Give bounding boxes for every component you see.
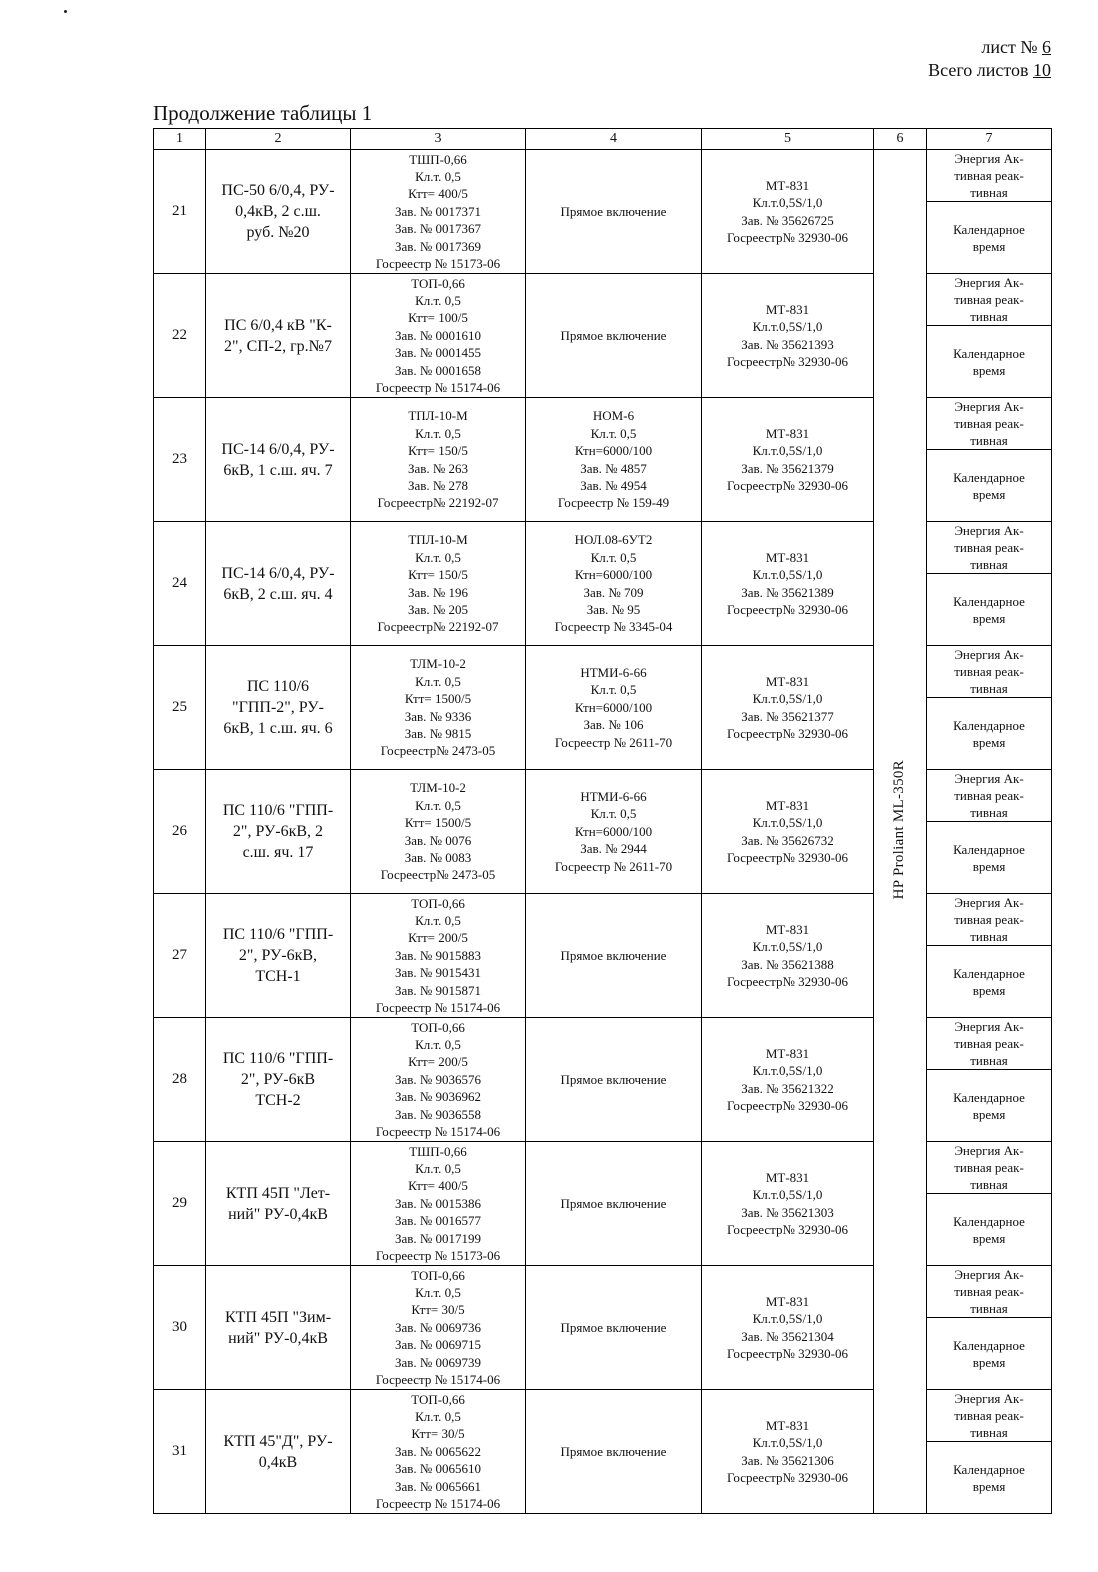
measured-energy: Энергия Ак- тивная реак- тивная [927,274,1052,326]
current-transformer: ТОП-0,66 Кл.т. 0,5 Ктт= 100/5 Зав. № 0001610 Зав. № 0001455 Зав. № 0001658 Госреестр № 15174-06 [351,274,526,398]
calendar-time: Календарное время [927,1070,1052,1142]
object-name: ПС 110/6 "ГПП-2", РУ- 6кВ, 1 с.ш. яч. 6 [206,646,351,770]
calendar-time: Календарное время [927,1442,1052,1514]
sheet-label: лист № [981,37,1038,57]
meter: МТ-831 Кл.т.0,5S/1,0 Зав. № 35621388 Госреестр№ 32930-06 [702,894,874,1018]
meter: МТ-831 Кл.т.0,5S/1,0 Зав. № 35621322 Госреестр№ 32930-06 [702,1018,874,1142]
calendar-time: Календарное время [927,202,1052,274]
current-transformer: ТОП-0,66 Кл.т. 0,5 Ктт= 200/5 Зав. № 9015883 Зав. № 9015431 Зав. № 9015871 Госреестр № 15174-06 [351,894,526,1018]
current-transformer: ТЛМ-10-2 Кл.т. 0,5 Ктт= 1500/5 Зав. № 9336 Зав. № 9815 Госреестр№ 2473-05 [351,646,526,770]
measured-energy: Энергия Ак- тивная реак- тивная [927,522,1052,574]
meter: МТ-831 Кл.т.0,5S/1,0 Зав. № 35621377 Госреестр№ 32930-06 [702,646,874,770]
current-transformer: ТШП-0,66 Кл.т. 0,5 Ктт= 400/5 Зав. № 0015386 Зав. № 0016577 Зав. № 0017199 Госреестр № 15173-06 [351,1142,526,1266]
measured-energy: Энергия Ак- тивная реак- тивная [927,1018,1052,1070]
measured-energy: Энергия Ак- тивная реак- тивная [927,150,1052,202]
calendar-time: Календарное время [927,450,1052,522]
sheet-number: 6 [1042,37,1051,57]
calendar-time: Календарное время [927,698,1052,770]
sheet-total-label: Всего листов [928,60,1029,80]
voltage-transformer: Прямое включение [526,274,702,398]
column-header: 3 [351,129,526,150]
voltage-transformer: Прямое включение [526,1390,702,1514]
measured-energy: Энергия Ак- тивная реак- тивная [927,770,1052,822]
measured-energy: Энергия Ак- тивная реак- тивная [927,1390,1052,1442]
meter: МТ-831 Кл.т.0,5S/1,0 Зав. № 35621303 Госреестр№ 32930-06 [702,1142,874,1266]
column-header: 4 [526,129,702,150]
row-number: 21 [154,150,206,274]
object-name: ПС 110/6 "ГПП- 2", РУ-6кВ, 2 с.ш. яч. 17 [206,770,351,894]
measured-energy: Энергия Ак- тивная реак- тивная [927,894,1052,946]
meter: МТ-831 Кл.т.0,5S/1,0 Зав. № 35626732 Госреестр№ 32930-06 [702,770,874,894]
voltage-transformer: НОМ-6 Кл.т. 0,5 Ктн=6000/100 Зав. № 4857 Зав. № 4954 Госреестр № 159-49 [526,398,702,522]
sheet-total-line [928,59,1051,82]
voltage-transformer: Прямое включение [526,150,702,274]
calendar-time: Календарное время [927,1194,1052,1266]
row-number: 26 [154,770,206,894]
object-name: ПС 110/6 "ГПП- 2", РУ-6кВ ТСН-2 [206,1018,351,1142]
object-name: ПС-50 6/0,4, РУ- 0,4кВ, 2 с.ш. руб. №20 [206,150,351,274]
calendar-time: Календарное время [927,822,1052,894]
voltage-transformer: Прямое включение [526,1142,702,1266]
measured-energy: Энергия Ак- тивная реак- тивная [927,646,1052,698]
meter: МТ-831 Кл.т.0,5S/1,0 Зав. № 35621389 Госреестр№ 32930-06 [702,522,874,646]
calendar-time: Календарное время [927,1318,1052,1390]
measured-energy: Энергия Ак- тивная реак- тивная [927,1266,1052,1318]
voltage-transformer: НТМИ-6-66 Кл.т. 0,5 Ктн=6000/100 Зав. № 2944 Госреестр № 2611-70 [526,770,702,894]
voltage-transformer: НОЛ.08-6УТ2 Кл.т. 0,5 Ктн=6000/100 Зав. № 709 Зав. № 95 Госреестр № 3345-04 [526,522,702,646]
row-number: 31 [154,1390,206,1514]
column-header: 6 [874,129,927,150]
object-name: КТП 45"Д", РУ- 0,4кВ [206,1390,351,1514]
measured-energy: Энергия Ак- тивная реак- тивная [927,1142,1052,1194]
sheet-info [928,36,1051,82]
sheet-total: 10 [1033,60,1051,80]
current-transformer: ТПЛ-10-М Кл.т. 0,5 Ктт= 150/5 Зав. № 196 Зав. № 205 Госреестр№ 22192-07 [351,522,526,646]
voltage-transformer: НТМИ-6-66 Кл.т. 0,5 Ктн=6000/100 Зав. № 106 Госреестр № 2611-70 [526,646,702,770]
column-header: 5 [702,129,874,150]
voltage-transformer: Прямое включение [526,894,702,1018]
current-transformer: ТЛМ-10-2 Кл.т. 0,5 Ктт= 1500/5 Зав. № 0076 Зав. № 0083 Госреестр№ 2473-05 [351,770,526,894]
row-number: 22 [154,274,206,398]
meter: МТ-831 Кл.т.0,5S/1,0 Зав. № 35621393 Госреестр№ 32930-06 [702,274,874,398]
object-name: КТП 45П "Лет- ний" РУ-0,4кВ [206,1142,351,1266]
header-row [154,129,1052,150]
table-body [154,129,1052,1514]
server-cell [874,150,927,1514]
row-number: 24 [154,522,206,646]
measured-energy: Энергия Ак- тивная реак- тивная [927,398,1052,450]
object-name: КТП 45П "Зим- ний" РУ-0,4кВ [206,1266,351,1390]
row-number: 29 [154,1142,206,1266]
server-name: HP Proliant ML-350R [891,759,908,899]
equipment-table [153,128,1052,1514]
object-name: ПС 110/6 "ГПП- 2", РУ-6кВ, ТСН-1 [206,894,351,1018]
voltage-transformer: Прямое включение [526,1266,702,1390]
row-number: 28 [154,1018,206,1142]
current-transformer: ТШП-0,66 Кл.т. 0,5 Ктт= 400/5 Зав. № 0017371 Зав. № 0017367 Зав. № 0017369 Госреестр № 15173-06 [351,150,526,274]
object-name: ПС 6/0,4 кВ "К- 2", СП-2, гр.№7 [206,274,351,398]
current-transformer: ТОП-0,66 Кл.т. 0,5 Ктт= 30/5 Зав. № 0065622 Зав. № 0065610 Зав. № 0065661 Госреестр № 15174-06 [351,1390,526,1514]
sheet-number-line [928,36,1051,59]
row-number: 23 [154,398,206,522]
meter: МТ-831 Кл.т.0,5S/1,0 Зав. № 35626725 Госреестр№ 32930-06 [702,150,874,274]
current-transformer: ТОП-0,66 Кл.т. 0,5 Ктт= 200/5 Зав. № 9036576 Зав. № 9036962 Зав. № 9036558 Госреестр № 15174-06 [351,1018,526,1142]
current-transformer: ТПЛ-10-М Кл.т. 0,5 Ктт= 150/5 Зав. № 263 Зав. № 278 Госреестр№ 22192-07 [351,398,526,522]
voltage-transformer: Прямое включение [526,1018,702,1142]
column-header: 1 [154,129,206,150]
table-row [154,150,1052,202]
table-caption: Продолжение таблицы 1 [153,101,373,125]
row-number: 25 [154,646,206,770]
meter: МТ-831 Кл.т.0,5S/1,0 Зав. № 35621306 Госреестр№ 32930-06 [702,1390,874,1514]
row-number: 30 [154,1266,206,1390]
calendar-time: Календарное время [927,574,1052,646]
calendar-time: Календарное время [927,946,1052,1018]
current-transformer: ТОП-0,66 Кл.т. 0,5 Ктт= 30/5 Зав. № 0069736 Зав. № 0069715 Зав. № 0069739 Госреестр № 15174-06 [351,1266,526,1390]
meter: МТ-831 Кл.т.0,5S/1,0 Зав. № 35621304 Госреестр№ 32930-06 [702,1266,874,1390]
calendar-time: Календарное время [927,326,1052,398]
row-number: 27 [154,894,206,1018]
object-name: ПС-14 6/0,4, РУ- 6кВ, 2 с.ш. яч. 4 [206,522,351,646]
column-header: 7 [927,129,1052,150]
meter: МТ-831 Кл.т.0,5S/1,0 Зав. № 35621379 Госреестр№ 32930-06 [702,398,874,522]
column-header: 2 [206,129,351,150]
scan-speck [64,10,67,13]
object-name: ПС-14 6/0,4, РУ- 6кВ, 1 с.ш. яч. 7 [206,398,351,522]
